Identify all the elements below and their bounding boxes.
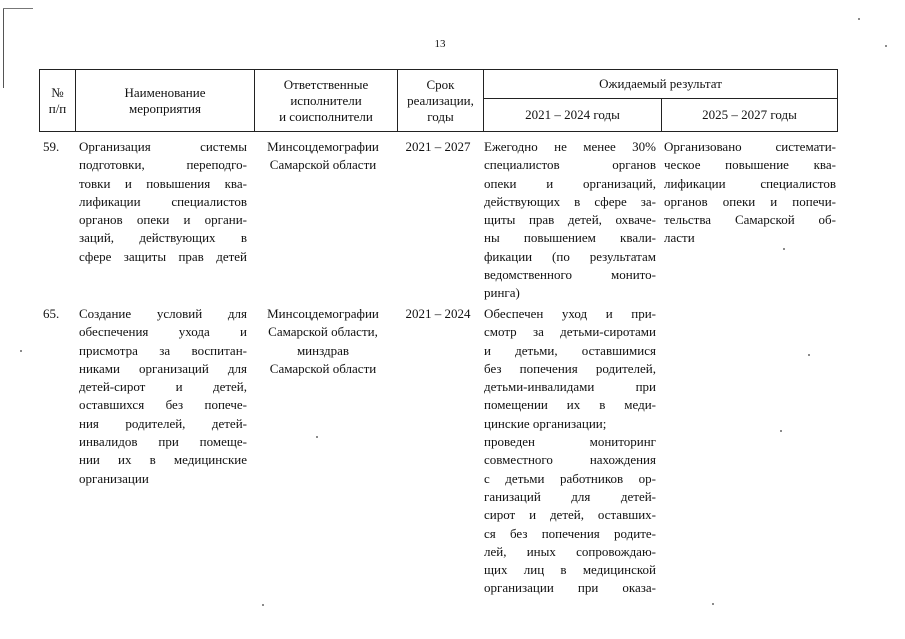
header-expected-cell: Ожидаемый результат: [484, 70, 838, 99]
row-59-name: [79, 138, 247, 266]
row-59-resp-line: Минсоцдемографии: [267, 139, 379, 154]
row-65-res1-line: щих лиц в медицинской: [484, 562, 656, 578]
row-65-name-line: оставшихся без попече-: [79, 397, 247, 413]
row-59-name-line: заций, действующих в: [79, 230, 247, 246]
row-59-name-line: товки и повышения ква-: [79, 175, 247, 191]
row-65-name-line: обеспечения ухода и: [79, 324, 247, 340]
scan-edge-top: [3, 8, 33, 9]
header-num-line: п/п: [48, 100, 67, 116]
header-num-line: №: [51, 84, 64, 100]
row-65-res1-line: помещении их в меди-: [484, 397, 656, 413]
row-65-name: [79, 305, 247, 488]
row-59-res2-line: ласти: [664, 230, 695, 246]
header-name-line: мероприятия: [128, 100, 201, 116]
row-59-name-line: лификации специалистов: [79, 193, 247, 209]
row-59-result-2021-2024: [484, 138, 656, 303]
row-59-res1-line: опеки и организаций,: [484, 175, 656, 191]
row-65-res1-line: проведен мониторинг: [484, 434, 656, 450]
row-59-res1-line: Ежегодно не менее 30%: [484, 139, 656, 154]
scan-speck: [20, 350, 22, 352]
row-59-res2-line: органов опеки и попечи-: [664, 193, 836, 209]
row-59-res1-line: ведомственного монито-: [484, 267, 656, 283]
header-num-cell: [40, 70, 76, 132]
scan-speck: [808, 354, 810, 356]
header-resp-line: исполнители: [290, 92, 362, 108]
scan-speck: [712, 603, 714, 605]
row-65-name-line: нии их в медицинские: [79, 452, 247, 468]
row-59-res1-line: щиты прав детей, охваче-: [484, 212, 656, 228]
row-65-res1-line: лей, иных сопровождаю-: [484, 543, 656, 559]
row-59-term: 2021 – 2027: [405, 139, 471, 154]
row-59-res2-line: ческое повышение ква-: [664, 157, 836, 173]
header-resp-line: и соисполнители: [279, 108, 373, 124]
header-term-line: Срок: [426, 76, 455, 92]
row-65-res1-line: и детьми, оставшимися: [484, 342, 656, 358]
header-term-line: реализации,: [407, 92, 474, 108]
scan-speck: [262, 604, 264, 606]
row-65-res1-line: совместного нахождения: [484, 452, 656, 468]
scan-edge-left: [3, 8, 4, 88]
row-59-name-line: подготовки, переподго-: [79, 157, 247, 173]
header-name-line: Наименование: [124, 84, 206, 100]
row-65-res1-line: ся без попечения родите-: [484, 525, 656, 541]
scan-speck: [783, 248, 785, 250]
row-65-res1-line: организации при оказа-: [484, 580, 656, 596]
row-65-res1-line: сирот и детей, оставших-: [484, 507, 656, 523]
row-59-res1-line: действующих в сфере за-: [484, 193, 656, 209]
row-65-resp-line: Минсоцдемографии: [267, 306, 379, 321]
scan-speck: [316, 436, 318, 438]
row-65-resp-line: Самарской области,: [268, 324, 378, 340]
row-65-name-line: организации: [79, 470, 149, 486]
row-59-name-line: сфере защиты прав детей: [79, 248, 247, 264]
row-65-res1-line: ганизаций для детей-: [484, 488, 656, 504]
header-period1-cell: 2021 – 2024 годы: [484, 99, 662, 132]
row-65-name-line: детей-сирот и детей,: [79, 379, 247, 395]
row-65-name-line: никами организаций для: [79, 360, 247, 376]
row-59-name-line: органов опеки и органи-: [79, 212, 247, 228]
row-59-name-line: Организация системы: [79, 139, 247, 154]
header-resp-cell: [255, 70, 398, 132]
row-59-res2-line: лификации специалистов: [664, 175, 836, 191]
row-65-resp-line: Самарской области: [269, 360, 377, 376]
page-number: 13: [434, 38, 446, 50]
row-59-res1-line: ны повышением квали-: [484, 230, 656, 246]
header-bottom-rule: [39, 131, 838, 132]
row-65-res1-line: без попечения родителей,: [484, 360, 656, 376]
row-59-res1-line: фикации (по результатам: [484, 248, 656, 264]
row-65-name-line: Создание условий для: [79, 306, 247, 321]
row-59-res2-line: Организовано системати-: [664, 139, 836, 154]
row-59-resp: [252, 138, 394, 175]
row-65-resp: [252, 305, 394, 378]
scan-speck: [858, 18, 860, 20]
row-59-res1-line: ринга): [484, 285, 520, 301]
header-term-line: годы: [427, 108, 454, 124]
row-65-term: 2021 – 2024: [405, 306, 471, 321]
row-59-res2-line: тельства Самарской об-: [664, 212, 836, 228]
table-header: [39, 69, 838, 132]
row-65-res1-line: смотр за детьми-сиротами: [484, 324, 656, 340]
scan-speck: [885, 45, 887, 47]
row-65-res1-line: цинские организации;: [484, 415, 607, 431]
header-term-cell: [398, 70, 484, 132]
header-period2-cell: 2025 – 2027 годы: [662, 99, 838, 132]
row-65-res1-line: с детьми работников ор-: [484, 470, 656, 486]
header-resp-line: Ответственные: [283, 76, 369, 92]
row-65-res1-line: Обеспечен уход и при-: [484, 306, 656, 321]
row-65-name-line: инвалидов при помеще-: [79, 434, 247, 450]
row-65-name-line: ния родителей, детей-: [79, 415, 247, 431]
row-59-num: 59.: [43, 139, 60, 154]
scan-speck: [780, 430, 782, 432]
row-65-resp-line: минздрав: [296, 342, 350, 358]
row-59-resp-line: Самарской области: [269, 157, 377, 173]
row-65-res1-line: детьми-инвалидами при: [484, 379, 656, 395]
row-65-name-line: присмотра за воспитан-: [79, 342, 247, 358]
row-59-res1-line: специалистов органов: [484, 157, 656, 173]
row-59-result-2025-2027: [664, 138, 836, 248]
row-65-num: 65.: [43, 306, 60, 321]
row-65-result-2021-2024: [484, 305, 656, 598]
header-name-cell: [76, 70, 255, 132]
